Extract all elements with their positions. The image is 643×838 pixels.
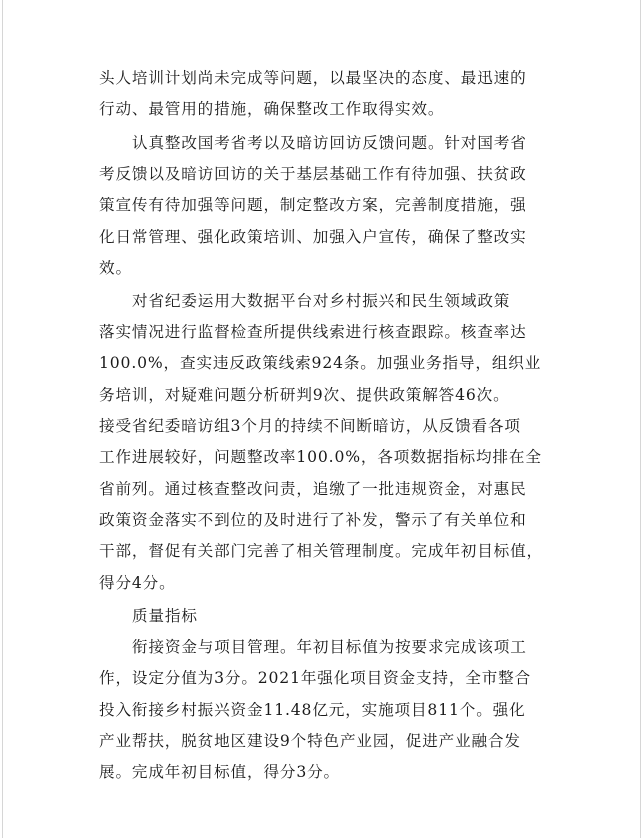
paragraph-first-line: 对省纪委运用大数据平台对乡村振兴和民生领域政策 — [132, 292, 511, 310]
text-line: 100.0%，查实违反政策线索924条。加强业务指导，组织业 — [99, 354, 542, 372]
text-line: 工作进展较好，问题整改率100.0%，各项数据指标均排在全 — [99, 448, 542, 466]
text-line: 得分4分。 — [99, 574, 176, 592]
section-heading: 质量指标 — [132, 607, 198, 625]
text-line: 行动、最管用的措施，确保整改工作取得实效。 — [99, 100, 445, 118]
text-line: 投入衔接乡村振兴资金11.48亿元，实施项目811个。强化 — [99, 701, 526, 719]
text-line: 效。 — [99, 259, 132, 277]
text-line: 产业帮扶，脱贫地区建设9个特色产业园，促进产业融合发 — [99, 732, 521, 750]
text-line: 作，设定分值为3分。2021年强化项目资金支持，全市整合 — [99, 669, 532, 687]
text-line: 头人培训计划尚未完成等问题，以最坚决的态度、最迅速的 — [99, 69, 527, 87]
text-line: 展。完成年初目标值，得分3分。 — [99, 763, 340, 781]
text-line: 化日常管理、强化政策培训、加强入户宣传，确保了整改实 — [99, 228, 527, 246]
text-line: 干部，督促有关部门完善了相关管理制度。完成年初目标值， — [99, 542, 543, 560]
text-line: 省前列。通过核查整改问责，追缴了一批违规资金，对惠民 — [99, 480, 527, 498]
text-line: 考反馈以及暗访回访的关于基层基础工作有待加强、扶贫政 — [99, 165, 527, 183]
text-line: 接受省纪委暗访组3个月的持续不间断暗访，从反馈看各项 — [99, 417, 521, 435]
text-line: 政策资金落实不到位的及时进行了补发，警示了有关单位和 — [99, 511, 527, 529]
paragraph-first-line: 认真整改国考省考以及暗访回访反馈问题。针对国考省 — [132, 134, 527, 152]
page-border-left — [2, 0, 3, 838]
text-line: 落实情况进行监督检查所提供线索进行核查跟踪。核查率达 — [99, 323, 527, 341]
page-border-right — [640, 0, 641, 838]
text-line: 策宣传有待加强等问题，制定整改方案，完善制度措施，强 — [99, 196, 527, 214]
text-line: 务培训，对疑难问题分析研判9次、提供政策解答46次。 — [99, 386, 510, 404]
paragraph-first-line: 衔接资金与项目管理。年初目标值为按要求完成该项工 — [132, 638, 527, 656]
